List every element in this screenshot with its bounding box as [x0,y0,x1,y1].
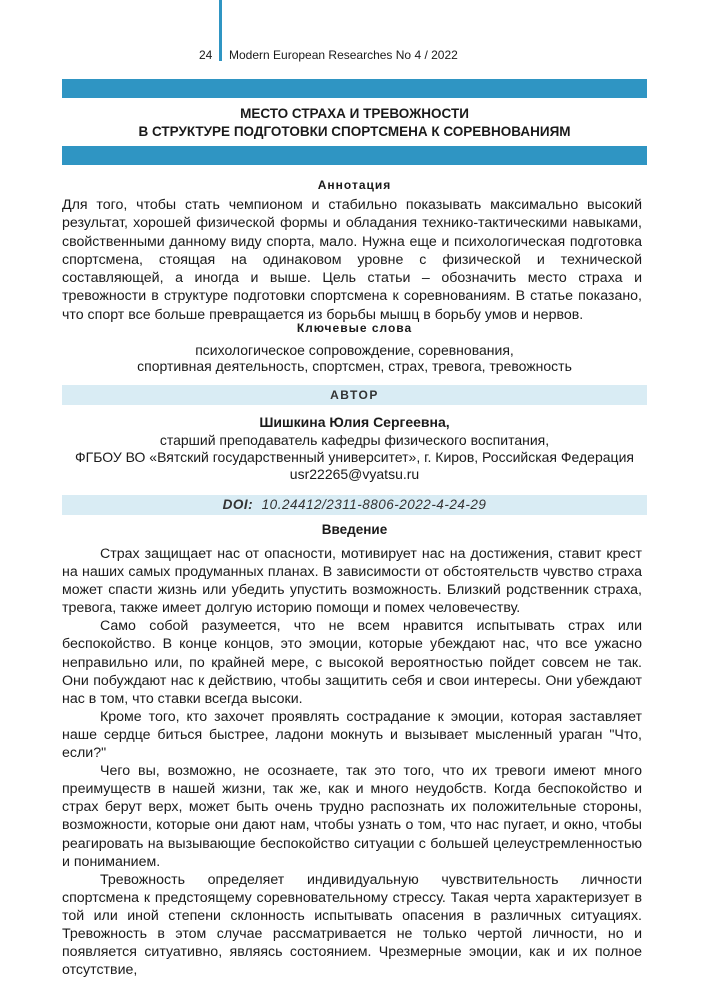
title-bar-top [62,79,647,98]
article-title [62,105,647,141]
body-paragraph: Кроме того, кто захочет проявлять сострадание к эмоции, которая заставляет наше сердце биться быстрее, ладони мокнуть и вызывает мысленный ураган "Что, если?" [62,708,642,762]
author-name: Шишкина Юлия Сергеевна, [259,414,450,430]
doi-label: DOI: [222,497,254,512]
doi-band [62,495,647,515]
author-position: старший преподаватель кафедры физического воспитания, [159,432,550,448]
doi-link[interactable]: 10.24412/2311-8806-2022-4-24-29 [261,497,487,512]
body-paragraph: Само собой разумеется, что не всем нравится испытывать страх или беспокойство. В конце концов, это эмоции, которые убеждают нас, что все ужасно неправильно или, по крайней мере, с высокой вероятностью пойдет совсем не так. Они побуждают нас к действию, чтобы защитить себя и свои интересы. Они убеждают нас в том, что ставки всегда высоки. [62,618,642,707]
article-title-line-2: В СТРУКТУРЕ ПОДГОТОВКИ СПОРТСМЕНА К СОРЕВНОВАНИЯМ [138,124,571,139]
author-email[interactable]: usr22265@vyatsu.ru [289,466,420,482]
author-band: АВТОР [62,385,647,405]
title-bar-bottom [62,146,647,165]
abstract-text: Для того, чтобы стать чемпионом и стабильно показывать максимально высокий результат, хорошей физической формы и обладания технико-тактическими навыками, свойственными данному виду спорта, мало. Нужна еще и психологическая подготовка спортсмена, стоящая на одинаковом уровне с физической и технической составляющей, а иногда и выше. Цель статьи – обозначить место страха и тревожности в структуре подготовки спортсмена к соревнованиям. В статье показано, что спорт все больше превращается из борьбы мышц в борьбу умов и нервов. [62,197,642,323]
introduction-body [62,545,642,979]
keywords-line-2: спортивная деятельность, спортсмен, страх, тревога, тревожность [137,358,572,374]
introduction-heading: Введение [321,522,388,537]
keywords-heading: Ключевые слова [296,321,413,335]
header-accent-line [219,0,222,61]
body-paragraph: Страх защищает нас от опасности, мотивирует нас на достижения, ставит крест на наших самых продуманных планах. В зависимости от обстоятельств чувство страха может спасти жизнь или убедить упустить возможность. Близкий родственник страха, тревога, также имеет долгую историю помощи и помех человечеству. [62,546,642,617]
keywords-line-1: психологическое сопровождение, соревнования, [195,342,514,358]
abstract-heading: Аннотация [317,178,392,192]
page-number: 24 [199,48,213,62]
journal-title: Modern European Researches No 4 / 2022 [229,48,458,62]
author-affiliation: ФГБОУ ВО «Вятский государственный университет», г. Киров, Российская Федерация [75,449,634,465]
body-paragraph: Чего вы, возможно, не осознаете, так это того, что их тревоги имеют много преимуществ в нашей жизни, так же, как и много неудобств. Когда беспокойство и страх берут верх, может быть очень трудно распознать их положительные стороны, возможности, которые они дают нам, чтобы узнать о том, что нас пугает, и окно, чтобы реагировать на вызывающие беспокойство ситуации с большей целеустремленностью и пониманием. [62,763,642,870]
body-paragraph: Тревожность определяет индивидуальную чувствительность личности спортсмена к предстоящему соревновательному стрессу. Такая черта характеризует в той или иной степени склонность испытывать опасения в различных ситуациях. Тревожность в этом случае рассматривается не только чертой личности, но и появляется ситуативно, являясь состоянием. Чрезмерные эмоции, как и их полное отсутствие, [62,871,642,979]
article-title-line-1: МЕСТО СТРАХА И ТРЕВОЖНОСТИ [240,106,469,121]
